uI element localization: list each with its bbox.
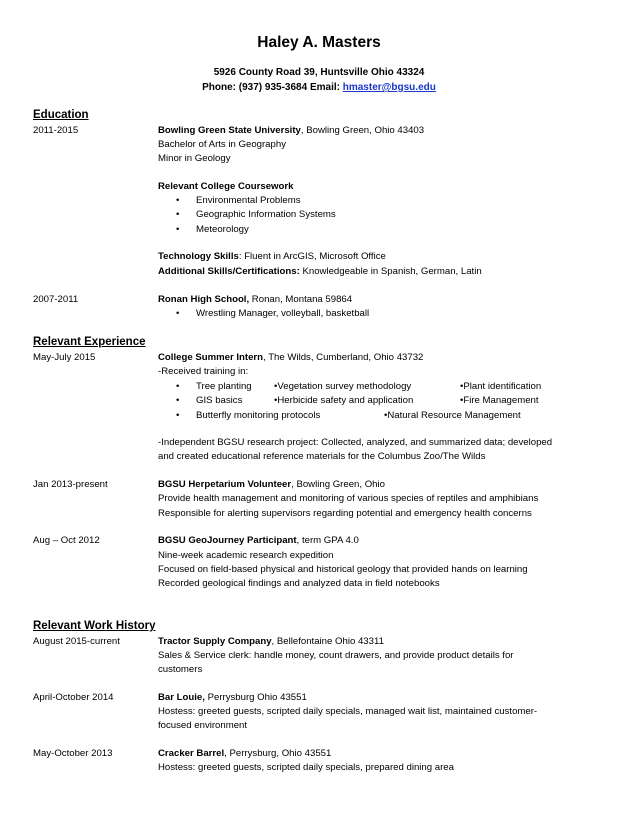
geojourney-detail: Focused on field-based physical and historical geology that provided hands on learning (158, 564, 528, 575)
highschool-activities: Wrestling Manager, volleyball, basketball (196, 308, 370, 319)
bullet: • (176, 224, 180, 235)
highschool-name: Ronan High School, (158, 294, 250, 305)
barlouie-company: Bar Louie, (158, 692, 205, 703)
tractor-duty: Sales & Service clerk: handle money, count drawers, and provide product details for (158, 650, 514, 661)
herpetarium-duty: Responsible for alerting supervisors regarding potential and emergency health concerns (158, 508, 532, 519)
bullet: • (176, 195, 180, 206)
herpetarium-duty: Provide health management and monitoring of various species of reptiles and amphibians (158, 493, 539, 504)
geojourney-dates: Aug – Oct 2012 (33, 535, 100, 546)
training-item: GIS basics (196, 395, 243, 406)
bullet: • (176, 395, 180, 406)
intern-location: , The Wilds, Cumberland, Ohio 43732 (263, 352, 424, 363)
barlouie-duty: focused environment (158, 720, 248, 731)
additional-skills-value: Knowledgeable in Spanish, German, Latin (299, 266, 482, 277)
barlouie-dates: April-October 2014 (33, 692, 114, 703)
geojourney-detail: Nine-week academic research expedition (158, 550, 334, 561)
intern-entry (158, 352, 423, 363)
crackerbarrel-entry (158, 748, 331, 759)
education-dates-highschool: 2007-2011 (33, 294, 79, 305)
intern-title: College Summer Intern (158, 352, 264, 363)
address: 5926 County Road 39, Huntsville Ohio 43324 (213, 67, 425, 78)
bullet: • (176, 308, 180, 319)
email-link[interactable]: hmaster@bgsu.edu (342, 82, 436, 93)
training-item: Tree planting (196, 381, 252, 392)
coursework-heading: Relevant College Coursework (158, 181, 294, 192)
tractor-dates: August 2015-current (33, 636, 120, 647)
additional-skills-label: Additional Skills/Certifications: (158, 266, 300, 277)
geojourney-gpa: , term GPA 4.0 (296, 535, 359, 546)
tractor-duty: customers (158, 664, 203, 675)
section-heading-work: Relevant Work History (33, 620, 156, 632)
degree: Bachelor of Arts in Geography (158, 139, 286, 150)
barlouie-entry (158, 692, 307, 703)
minor: Minor in Geology (158, 153, 231, 164)
geojourney-title: BGSU GeoJourney Participant (158, 535, 297, 546)
education-dates-college: 2011-2015 (33, 125, 79, 136)
phone-label: Phone: (937) 935-3684 Email: (202, 82, 343, 93)
technology-skills-label: Technology Skills (158, 251, 239, 262)
training-item: •Natural Resource Management (384, 410, 521, 421)
training-item: •Vegetation survey methodology (274, 381, 412, 392)
additional-skills (158, 266, 482, 277)
college-entry (158, 125, 424, 136)
training-intro: -Received training in: (158, 366, 249, 377)
college-name: Bowling Green State University (158, 125, 301, 136)
herpetarium-location: , Bowling Green, Ohio (291, 479, 385, 490)
crackerbarrel-company: Cracker Barrel (158, 748, 225, 759)
training-item: Butterfly monitoring protocols (196, 410, 321, 421)
technology-skills-value: : Fluent in ArcGIS, Microsoft Office (238, 251, 386, 262)
highschool-location: Ronan, Montana 59864 (249, 294, 353, 305)
section-heading-education: Education (33, 109, 89, 121)
crackerbarrel-dates: May-October 2013 (33, 748, 113, 759)
geojourney-entry (158, 535, 359, 546)
crackerbarrel-duty: Hostess: greeted guests, scripted daily specials, prepared dining area (158, 762, 454, 773)
geojourney-detail: Recorded geological findings and analyzed data in field notebooks (158, 578, 440, 589)
contact-line (0, 82, 638, 93)
tractor-location: , Bellefontaine Ohio 43311 (271, 636, 384, 647)
training-item: •Herbicide safety and application (274, 395, 414, 406)
crackerbarrel-location: , Perrysburg, Ohio 43551 (224, 748, 332, 759)
barlouie-location: Perrysburg Ohio 43551 (204, 692, 307, 703)
intern-dates: May-July 2015 (33, 352, 96, 363)
training-item: •Fire Management (460, 395, 539, 406)
herpetarium-entry (158, 479, 385, 490)
highschool-entry (158, 294, 352, 305)
coursework-item: Meteorology (196, 224, 249, 235)
technology-skills (158, 251, 386, 262)
college-location: , Bowling Green, Ohio 43403 (300, 125, 425, 136)
herpetarium-dates: Jan 2013-present (33, 479, 108, 490)
bullet: • (176, 381, 180, 392)
coursework-item: Environmental Problems (196, 195, 301, 206)
tractor-company: Tractor Supply Company (158, 636, 272, 647)
resume-name: Haley A. Masters (257, 34, 381, 51)
training-item: •Plant identification (460, 381, 542, 392)
bullet: • (176, 209, 180, 220)
research-project-line: and created educational reference materials for the Columbus Zoo/The Wilds (158, 451, 486, 462)
section-heading-experience: Relevant Experience (33, 336, 146, 348)
herpetarium-title: BGSU Herpetarium Volunteer (158, 479, 292, 490)
barlouie-duty: Hostess: greeted guests, scripted daily specials, managed wait list, maintained customer- (158, 706, 538, 717)
research-project-line: -Independent BGSU research project: Collected, analyzed, and summarized data; developed (158, 437, 553, 448)
bullet: • (176, 410, 180, 421)
tractor-entry (158, 636, 384, 647)
coursework-item: Geographic Information Systems (196, 209, 336, 220)
